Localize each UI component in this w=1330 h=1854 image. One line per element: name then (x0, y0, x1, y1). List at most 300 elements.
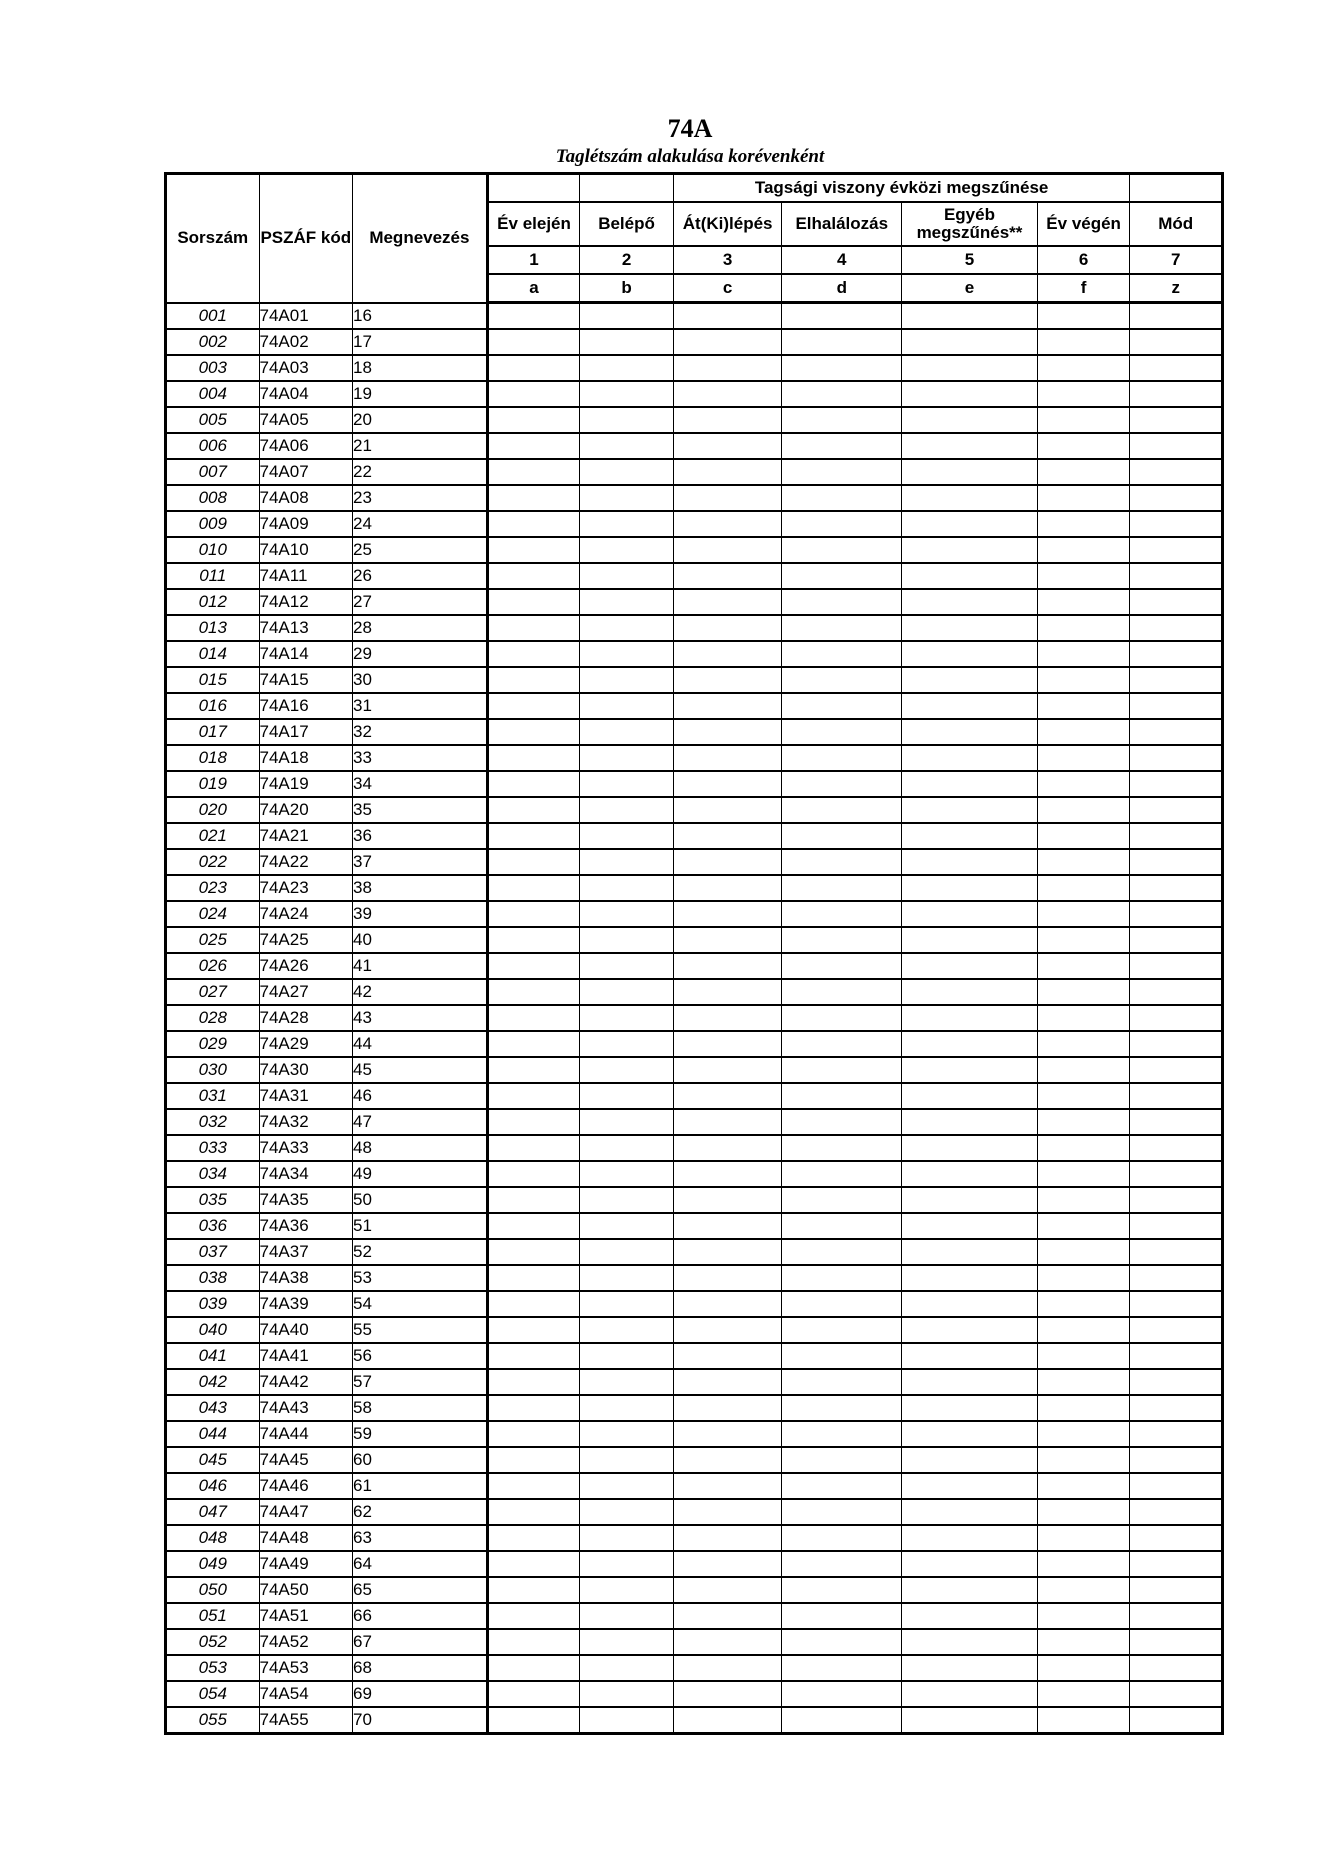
data-entry-cell[interactable] (580, 1525, 674, 1551)
data-entry-cell[interactable] (580, 537, 674, 563)
data-entry-cell[interactable] (782, 1317, 902, 1343)
data-entry-cell[interactable] (902, 1551, 1038, 1577)
data-entry-cell[interactable] (902, 1525, 1038, 1551)
data-entry-cell[interactable] (1037, 1109, 1130, 1135)
data-entry-cell[interactable] (580, 849, 674, 875)
data-entry-cell[interactable] (487, 1239, 580, 1265)
data-entry-cell[interactable] (782, 1707, 902, 1734)
data-entry-cell[interactable] (1130, 1655, 1223, 1681)
data-entry-cell[interactable] (902, 1473, 1038, 1499)
data-entry-cell[interactable] (1037, 1551, 1130, 1577)
data-entry-cell[interactable] (1037, 485, 1130, 511)
data-entry-cell[interactable] (487, 407, 580, 433)
data-entry-cell[interactable] (1037, 797, 1130, 823)
data-entry-cell[interactable] (487, 589, 580, 615)
data-entry-cell[interactable] (673, 745, 782, 771)
data-entry-cell[interactable] (673, 355, 782, 381)
data-entry-cell[interactable] (673, 1629, 782, 1655)
data-entry-cell[interactable] (1037, 329, 1130, 355)
data-entry-cell[interactable] (782, 459, 902, 485)
data-entry-cell[interactable] (580, 1473, 674, 1499)
data-entry-cell[interactable] (1037, 1707, 1130, 1734)
data-entry-cell[interactable] (782, 589, 902, 615)
data-entry-cell[interactable] (1130, 1499, 1223, 1525)
data-entry-cell[interactable] (902, 1239, 1038, 1265)
data-entry-cell[interactable] (1130, 589, 1223, 615)
data-entry-cell[interactable] (782, 511, 902, 537)
data-entry-cell[interactable] (1130, 1161, 1223, 1187)
data-entry-cell[interactable] (1130, 1057, 1223, 1083)
data-entry-cell[interactable] (487, 1577, 580, 1603)
data-entry-cell[interactable] (902, 485, 1038, 511)
data-entry-cell[interactable] (902, 823, 1038, 849)
data-entry-cell[interactable] (1130, 1291, 1223, 1317)
data-entry-cell[interactable] (487, 459, 580, 485)
data-entry-cell[interactable] (1130, 563, 1223, 589)
data-entry-cell[interactable] (487, 1187, 580, 1213)
data-entry-cell[interactable] (902, 329, 1038, 355)
data-entry-cell[interactable] (902, 953, 1038, 979)
data-entry-cell[interactable] (1037, 771, 1130, 797)
data-entry-cell[interactable] (580, 1057, 674, 1083)
data-entry-cell[interactable] (487, 1317, 580, 1343)
data-entry-cell[interactable] (1130, 641, 1223, 667)
data-entry-cell[interactable] (1130, 693, 1223, 719)
data-entry-cell[interactable] (673, 563, 782, 589)
data-entry-cell[interactable] (1037, 1161, 1130, 1187)
data-entry-cell[interactable] (1037, 537, 1130, 563)
data-entry-cell[interactable] (580, 589, 674, 615)
data-entry-cell[interactable] (487, 511, 580, 537)
data-entry-cell[interactable] (673, 641, 782, 667)
data-entry-cell[interactable] (902, 667, 1038, 693)
data-entry-cell[interactable] (487, 1031, 580, 1057)
data-entry-cell[interactable] (673, 953, 782, 979)
data-entry-cell[interactable] (1130, 875, 1223, 901)
data-entry-cell[interactable] (673, 485, 782, 511)
data-entry-cell[interactable] (782, 433, 902, 459)
data-entry-cell[interactable] (580, 433, 674, 459)
data-entry-cell[interactable] (782, 537, 902, 563)
data-entry-cell[interactable] (782, 1291, 902, 1317)
data-entry-cell[interactable] (487, 1291, 580, 1317)
data-entry-cell[interactable] (487, 1395, 580, 1421)
data-entry-cell[interactable] (782, 1681, 902, 1707)
data-entry-cell[interactable] (580, 615, 674, 641)
data-entry-cell[interactable] (673, 1603, 782, 1629)
data-entry-cell[interactable] (580, 1551, 674, 1577)
data-entry-cell[interactable] (673, 693, 782, 719)
data-entry-cell[interactable] (782, 563, 902, 589)
data-entry-cell[interactable] (902, 1213, 1038, 1239)
data-entry-cell[interactable] (1037, 1655, 1130, 1681)
data-entry-cell[interactable] (782, 1187, 902, 1213)
data-entry-cell[interactable] (580, 1083, 674, 1109)
data-entry-cell[interactable] (487, 433, 580, 459)
data-entry-cell[interactable] (487, 1681, 580, 1707)
data-entry-cell[interactable] (782, 979, 902, 1005)
data-entry-cell[interactable] (1130, 1551, 1223, 1577)
data-entry-cell[interactable] (1130, 511, 1223, 537)
data-entry-cell[interactable] (1130, 667, 1223, 693)
data-entry-cell[interactable] (902, 355, 1038, 381)
data-entry-cell[interactable] (673, 1551, 782, 1577)
data-entry-cell[interactable] (782, 745, 902, 771)
data-entry-cell[interactable] (487, 381, 580, 407)
data-entry-cell[interactable] (487, 1161, 580, 1187)
data-entry-cell[interactable] (902, 875, 1038, 901)
data-entry-cell[interactable] (580, 1005, 674, 1031)
data-entry-cell[interactable] (1130, 1239, 1223, 1265)
data-entry-cell[interactable] (487, 615, 580, 641)
data-entry-cell[interactable] (580, 693, 674, 719)
data-entry-cell[interactable] (487, 875, 580, 901)
data-entry-cell[interactable] (902, 1057, 1038, 1083)
data-entry-cell[interactable] (673, 719, 782, 745)
data-entry-cell[interactable] (782, 1629, 902, 1655)
data-entry-cell[interactable] (673, 823, 782, 849)
data-entry-cell[interactable] (1037, 875, 1130, 901)
data-entry-cell[interactable] (782, 1213, 902, 1239)
data-entry-cell[interactable] (673, 381, 782, 407)
data-entry-cell[interactable] (1037, 1421, 1130, 1447)
data-entry-cell[interactable] (782, 901, 902, 927)
data-entry-cell[interactable] (580, 1317, 674, 1343)
data-entry-cell[interactable] (1130, 1265, 1223, 1291)
data-entry-cell[interactable] (902, 1629, 1038, 1655)
data-entry-cell[interactable] (1130, 1109, 1223, 1135)
data-entry-cell[interactable] (1130, 745, 1223, 771)
data-entry-cell[interactable] (1037, 1499, 1130, 1525)
data-entry-cell[interactable] (673, 1135, 782, 1161)
data-entry-cell[interactable] (902, 1499, 1038, 1525)
data-entry-cell[interactable] (487, 537, 580, 563)
data-entry-cell[interactable] (1037, 693, 1130, 719)
data-entry-cell[interactable] (673, 1291, 782, 1317)
data-entry-cell[interactable] (1130, 1577, 1223, 1603)
data-entry-cell[interactable] (580, 719, 674, 745)
data-entry-cell[interactable] (487, 1135, 580, 1161)
data-entry-cell[interactable] (673, 511, 782, 537)
data-entry-cell[interactable] (1037, 1239, 1130, 1265)
data-entry-cell[interactable] (1037, 1265, 1130, 1291)
data-entry-cell[interactable] (580, 1213, 674, 1239)
data-entry-cell[interactable] (487, 667, 580, 693)
data-entry-cell[interactable] (673, 1577, 782, 1603)
data-entry-cell[interactable] (673, 537, 782, 563)
data-entry-cell[interactable] (1130, 953, 1223, 979)
data-entry-cell[interactable] (487, 1057, 580, 1083)
data-entry-cell[interactable] (782, 1525, 902, 1551)
data-entry-cell[interactable] (487, 1369, 580, 1395)
data-entry-cell[interactable] (487, 979, 580, 1005)
data-entry-cell[interactable] (782, 771, 902, 797)
data-entry-cell[interactable] (1037, 927, 1130, 953)
data-entry-cell[interactable] (1130, 433, 1223, 459)
data-entry-cell[interactable] (1037, 1057, 1130, 1083)
data-entry-cell[interactable] (1037, 1083, 1130, 1109)
data-entry-cell[interactable] (902, 1317, 1038, 1343)
data-entry-cell[interactable] (487, 329, 580, 355)
data-entry-cell[interactable] (580, 1265, 674, 1291)
data-entry-cell[interactable] (1037, 1005, 1130, 1031)
data-entry-cell[interactable] (1037, 589, 1130, 615)
data-entry-cell[interactable] (782, 1135, 902, 1161)
data-entry-cell[interactable] (782, 1239, 902, 1265)
data-entry-cell[interactable] (1037, 1031, 1130, 1057)
data-entry-cell[interactable] (1037, 1187, 1130, 1213)
data-entry-cell[interactable] (580, 979, 674, 1005)
data-entry-cell[interactable] (1130, 303, 1223, 330)
data-entry-cell[interactable] (580, 1109, 674, 1135)
data-entry-cell[interactable] (673, 901, 782, 927)
data-entry-cell[interactable] (1037, 381, 1130, 407)
data-entry-cell[interactable] (487, 719, 580, 745)
data-entry-cell[interactable] (1130, 979, 1223, 1005)
data-entry-cell[interactable] (782, 797, 902, 823)
data-entry-cell[interactable] (1130, 1629, 1223, 1655)
data-entry-cell[interactable] (1037, 355, 1130, 381)
data-entry-cell[interactable] (902, 1577, 1038, 1603)
data-entry-cell[interactable] (580, 1135, 674, 1161)
data-entry-cell[interactable] (1130, 771, 1223, 797)
data-entry-cell[interactable] (902, 1681, 1038, 1707)
data-entry-cell[interactable] (673, 1343, 782, 1369)
data-entry-cell[interactable] (782, 823, 902, 849)
data-entry-cell[interactable] (487, 303, 580, 330)
data-entry-cell[interactable] (782, 407, 902, 433)
data-entry-cell[interactable] (580, 511, 674, 537)
data-entry-cell[interactable] (1037, 1447, 1130, 1473)
data-entry-cell[interactable] (902, 1005, 1038, 1031)
data-entry-cell[interactable] (1130, 1395, 1223, 1421)
data-entry-cell[interactable] (1037, 667, 1130, 693)
data-entry-cell[interactable] (580, 407, 674, 433)
data-entry-cell[interactable] (1037, 1395, 1130, 1421)
data-entry-cell[interactable] (580, 355, 674, 381)
data-entry-cell[interactable] (580, 1655, 674, 1681)
data-entry-cell[interactable] (1130, 1135, 1223, 1161)
data-entry-cell[interactable] (782, 953, 902, 979)
data-entry-cell[interactable] (782, 1031, 902, 1057)
data-entry-cell[interactable] (902, 979, 1038, 1005)
data-entry-cell[interactable] (580, 303, 674, 330)
data-entry-cell[interactable] (487, 693, 580, 719)
data-entry-cell[interactable] (580, 875, 674, 901)
data-entry-cell[interactable] (580, 1577, 674, 1603)
data-entry-cell[interactable] (1130, 1213, 1223, 1239)
data-entry-cell[interactable] (673, 1239, 782, 1265)
data-entry-cell[interactable] (1130, 1343, 1223, 1369)
data-entry-cell[interactable] (782, 1603, 902, 1629)
data-entry-cell[interactable] (1037, 745, 1130, 771)
data-entry-cell[interactable] (1130, 823, 1223, 849)
data-entry-cell[interactable] (580, 1421, 674, 1447)
data-entry-cell[interactable] (487, 1473, 580, 1499)
data-entry-cell[interactable] (1130, 381, 1223, 407)
data-entry-cell[interactable] (673, 1213, 782, 1239)
data-entry-cell[interactable] (1037, 1343, 1130, 1369)
data-entry-cell[interactable] (902, 1187, 1038, 1213)
data-entry-cell[interactable] (902, 1083, 1038, 1109)
data-entry-cell[interactable] (673, 459, 782, 485)
data-entry-cell[interactable] (902, 1369, 1038, 1395)
data-entry-cell[interactable] (673, 927, 782, 953)
data-entry-cell[interactable] (673, 615, 782, 641)
data-entry-cell[interactable] (1130, 719, 1223, 745)
data-entry-cell[interactable] (1130, 849, 1223, 875)
data-entry-cell[interactable] (782, 1343, 902, 1369)
data-entry-cell[interactable] (580, 329, 674, 355)
data-entry-cell[interactable] (673, 1395, 782, 1421)
data-entry-cell[interactable] (782, 355, 902, 381)
data-entry-cell[interactable] (1037, 433, 1130, 459)
data-entry-cell[interactable] (902, 563, 1038, 589)
data-entry-cell[interactable] (902, 1161, 1038, 1187)
data-entry-cell[interactable] (1037, 1681, 1130, 1707)
data-entry-cell[interactable] (902, 459, 1038, 485)
data-entry-cell[interactable] (673, 1005, 782, 1031)
data-entry-cell[interactable] (580, 1161, 674, 1187)
data-entry-cell[interactable] (782, 1057, 902, 1083)
data-entry-cell[interactable] (1130, 329, 1223, 355)
data-entry-cell[interactable] (487, 1629, 580, 1655)
data-entry-cell[interactable] (782, 485, 902, 511)
data-entry-cell[interactable] (1130, 927, 1223, 953)
data-entry-cell[interactable] (580, 1343, 674, 1369)
data-entry-cell[interactable] (580, 927, 674, 953)
data-entry-cell[interactable] (902, 797, 1038, 823)
data-entry-cell[interactable] (1037, 511, 1130, 537)
data-entry-cell[interactable] (902, 1447, 1038, 1473)
data-entry-cell[interactable] (1037, 1369, 1130, 1395)
data-entry-cell[interactable] (580, 1447, 674, 1473)
data-entry-cell[interactable] (782, 1655, 902, 1681)
data-entry-cell[interactable] (782, 1369, 902, 1395)
data-entry-cell[interactable] (487, 771, 580, 797)
data-entry-cell[interactable] (487, 1343, 580, 1369)
data-entry-cell[interactable] (673, 1187, 782, 1213)
data-entry-cell[interactable] (1037, 615, 1130, 641)
data-entry-cell[interactable] (1130, 1005, 1223, 1031)
data-entry-cell[interactable] (1130, 1707, 1223, 1734)
data-entry-cell[interactable] (1037, 1629, 1130, 1655)
data-entry-cell[interactable] (580, 381, 674, 407)
data-entry-cell[interactable] (1130, 1317, 1223, 1343)
data-entry-cell[interactable] (673, 1161, 782, 1187)
data-entry-cell[interactable] (902, 1109, 1038, 1135)
data-entry-cell[interactable] (580, 459, 674, 485)
data-entry-cell[interactable] (782, 875, 902, 901)
data-entry-cell[interactable] (487, 641, 580, 667)
data-entry-cell[interactable] (580, 823, 674, 849)
data-entry-cell[interactable] (673, 1447, 782, 1473)
data-entry-cell[interactable] (902, 1343, 1038, 1369)
data-entry-cell[interactable] (1130, 1525, 1223, 1551)
data-entry-cell[interactable] (487, 953, 580, 979)
data-entry-cell[interactable] (902, 1395, 1038, 1421)
data-entry-cell[interactable] (782, 1499, 902, 1525)
data-entry-cell[interactable] (1037, 1473, 1130, 1499)
data-entry-cell[interactable] (902, 641, 1038, 667)
data-entry-cell[interactable] (580, 563, 674, 589)
data-entry-cell[interactable] (580, 797, 674, 823)
data-entry-cell[interactable] (782, 1577, 902, 1603)
data-entry-cell[interactable] (902, 1707, 1038, 1734)
data-entry-cell[interactable] (1130, 485, 1223, 511)
data-entry-cell[interactable] (782, 1083, 902, 1109)
data-entry-cell[interactable] (580, 1499, 674, 1525)
data-entry-cell[interactable] (673, 1525, 782, 1551)
data-entry-cell[interactable] (1130, 1603, 1223, 1629)
data-entry-cell[interactable] (673, 1369, 782, 1395)
data-entry-cell[interactable] (487, 797, 580, 823)
data-entry-cell[interactable] (902, 1135, 1038, 1161)
data-entry-cell[interactable] (487, 1603, 580, 1629)
data-entry-cell[interactable] (1037, 1135, 1130, 1161)
data-entry-cell[interactable] (580, 1603, 674, 1629)
data-entry-cell[interactable] (580, 1395, 674, 1421)
data-entry-cell[interactable] (1037, 303, 1130, 330)
data-entry-cell[interactable] (673, 1655, 782, 1681)
data-entry-cell[interactable] (673, 979, 782, 1005)
data-entry-cell[interactable] (673, 875, 782, 901)
data-entry-cell[interactable] (1037, 459, 1130, 485)
data-entry-cell[interactable] (673, 1707, 782, 1734)
data-entry-cell[interactable] (902, 719, 1038, 745)
data-entry-cell[interactable] (1130, 537, 1223, 563)
data-entry-cell[interactable] (782, 1161, 902, 1187)
data-entry-cell[interactable] (580, 1187, 674, 1213)
data-entry-cell[interactable] (580, 953, 674, 979)
data-entry-cell[interactable] (782, 615, 902, 641)
data-entry-cell[interactable] (902, 381, 1038, 407)
data-entry-cell[interactable] (580, 1681, 674, 1707)
data-entry-cell[interactable] (1130, 1083, 1223, 1109)
data-entry-cell[interactable] (782, 1473, 902, 1499)
data-entry-cell[interactable] (673, 1499, 782, 1525)
data-entry-cell[interactable] (782, 1395, 902, 1421)
data-entry-cell[interactable] (902, 849, 1038, 875)
data-entry-cell[interactable] (902, 901, 1038, 927)
data-entry-cell[interactable] (673, 1057, 782, 1083)
data-entry-cell[interactable] (673, 1109, 782, 1135)
data-entry-cell[interactable] (673, 329, 782, 355)
data-entry-cell[interactable] (782, 719, 902, 745)
data-entry-cell[interactable] (580, 1031, 674, 1057)
data-entry-cell[interactable] (1037, 407, 1130, 433)
data-entry-cell[interactable] (580, 1629, 674, 1655)
data-entry-cell[interactable] (673, 1681, 782, 1707)
data-entry-cell[interactable] (1130, 1031, 1223, 1057)
data-entry-cell[interactable] (487, 485, 580, 511)
data-entry-cell[interactable] (487, 1421, 580, 1447)
data-entry-cell[interactable] (580, 1291, 674, 1317)
data-entry-cell[interactable] (673, 667, 782, 693)
data-entry-cell[interactable] (902, 433, 1038, 459)
data-entry-cell[interactable] (902, 589, 1038, 615)
data-entry-cell[interactable] (782, 381, 902, 407)
data-entry-cell[interactable] (1130, 1421, 1223, 1447)
data-entry-cell[interactable] (782, 329, 902, 355)
data-entry-cell[interactable] (902, 927, 1038, 953)
data-entry-cell[interactable] (1130, 901, 1223, 927)
data-entry-cell[interactable] (1130, 459, 1223, 485)
data-entry-cell[interactable] (902, 511, 1038, 537)
data-entry-cell[interactable] (673, 797, 782, 823)
data-entry-cell[interactable] (487, 1109, 580, 1135)
data-entry-cell[interactable] (487, 901, 580, 927)
